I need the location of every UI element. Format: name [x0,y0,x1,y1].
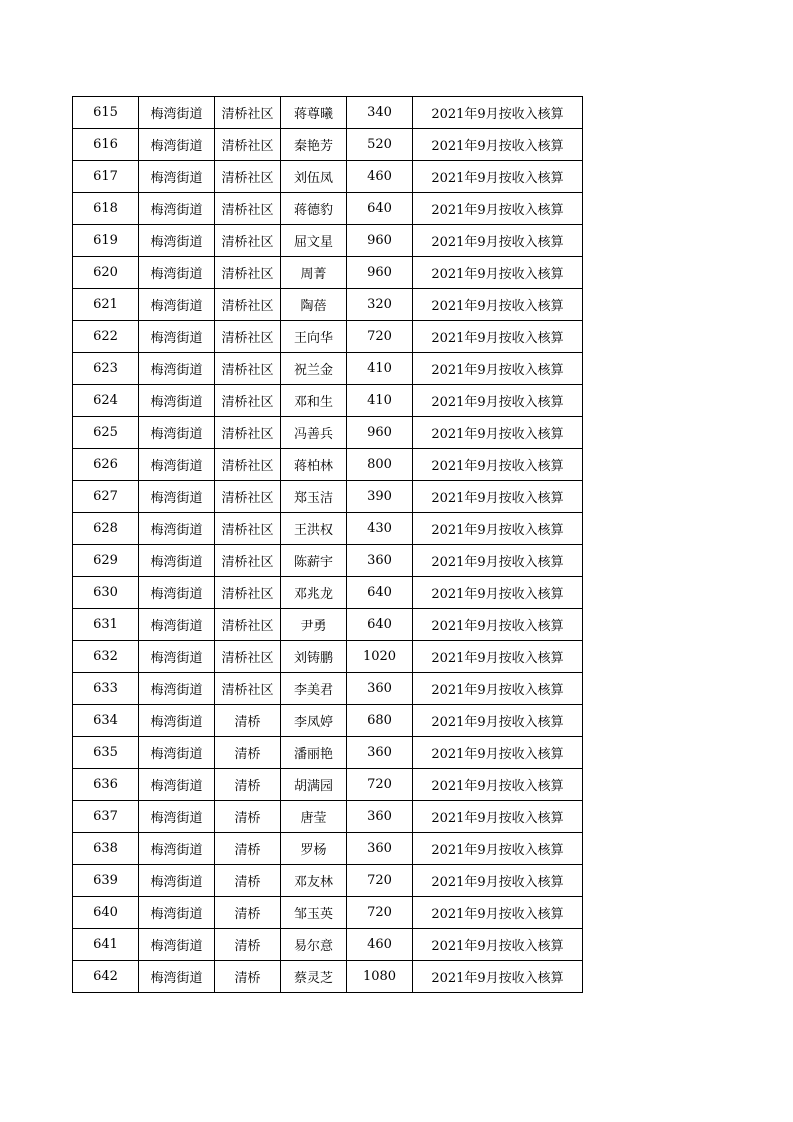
amount-cell: 410 [347,353,413,385]
amount-cell: 430 [347,513,413,545]
table-row [73,321,583,353]
street-cell: 梅湾街道 [139,257,215,289]
name-cell: 蒋柏林 [281,449,347,481]
row-number-cell: 640 [73,897,139,929]
name-cell: 邹玉英 [281,897,347,929]
note-cell: 2021年9月按收入核算 [413,161,583,193]
row-number-cell: 629 [73,545,139,577]
row-number-cell: 634 [73,705,139,737]
name-cell: 陶蓓 [281,289,347,321]
amount-cell: 1080 [347,961,413,993]
note-cell: 2021年9月按收入核算 [413,385,583,417]
community-cell: 清桥社区 [215,609,281,641]
amount-cell: 360 [347,801,413,833]
amount-cell: 360 [347,545,413,577]
amount-cell: 720 [347,321,413,353]
community-cell: 清桥 [215,769,281,801]
table-row [73,801,583,833]
community-cell: 清桥社区 [215,417,281,449]
community-cell: 清桥社区 [215,289,281,321]
table-row [73,417,583,449]
table-row [73,737,583,769]
table-row [73,193,583,225]
table-row [73,641,583,673]
row-number-cell: 627 [73,481,139,513]
street-cell: 梅湾街道 [139,673,215,705]
amount-cell: 960 [347,225,413,257]
note-cell: 2021年9月按收入核算 [413,257,583,289]
street-cell: 梅湾街道 [139,385,215,417]
community-cell: 清桥 [215,737,281,769]
amount-cell: 640 [347,577,413,609]
street-cell: 梅湾街道 [139,545,215,577]
street-cell: 梅湾街道 [139,481,215,513]
amount-cell: 460 [347,929,413,961]
row-number-cell: 626 [73,449,139,481]
community-cell: 清桥 [215,961,281,993]
row-number-cell: 618 [73,193,139,225]
table-row [73,609,583,641]
name-cell: 唐莹 [281,801,347,833]
row-number-cell: 619 [73,225,139,257]
amount-cell: 460 [347,161,413,193]
street-cell: 梅湾街道 [139,769,215,801]
name-cell: 罗杨 [281,833,347,865]
name-cell: 周菁 [281,257,347,289]
community-cell: 清桥社区 [215,257,281,289]
table-row [73,449,583,481]
street-cell: 梅湾街道 [139,609,215,641]
note-cell: 2021年9月按收入核算 [413,801,583,833]
row-number-cell: 615 [73,97,139,129]
table-row [73,129,583,161]
street-cell: 梅湾街道 [139,929,215,961]
table-row [73,257,583,289]
community-cell: 清桥社区 [215,449,281,481]
note-cell: 2021年9月按收入核算 [413,289,583,321]
row-number-cell: 628 [73,513,139,545]
street-cell: 梅湾街道 [139,865,215,897]
name-cell: 王向华 [281,321,347,353]
table-row [73,769,583,801]
amount-cell: 410 [347,385,413,417]
community-cell: 清桥社区 [215,225,281,257]
street-cell: 梅湾街道 [139,705,215,737]
street-cell: 梅湾街道 [139,97,215,129]
subsidy-table [72,96,583,993]
row-number-cell: 633 [73,673,139,705]
table-row [73,961,583,993]
community-cell: 清桥社区 [215,161,281,193]
name-cell: 易尔意 [281,929,347,961]
name-cell: 冯善兵 [281,417,347,449]
table-row [73,545,583,577]
community-cell: 清桥社区 [215,673,281,705]
street-cell: 梅湾街道 [139,833,215,865]
street-cell: 梅湾街道 [139,353,215,385]
note-cell: 2021年9月按收入核算 [413,705,583,737]
note-cell: 2021年9月按收入核算 [413,673,583,705]
community-cell: 清桥社区 [215,353,281,385]
row-number-cell: 636 [73,769,139,801]
note-cell: 2021年9月按收入核算 [413,225,583,257]
street-cell: 梅湾街道 [139,289,215,321]
note-cell: 2021年9月按收入核算 [413,769,583,801]
amount-cell: 960 [347,417,413,449]
name-cell: 尹勇 [281,609,347,641]
row-number-cell: 625 [73,417,139,449]
table-row [73,673,583,705]
name-cell: 祝兰金 [281,353,347,385]
street-cell: 梅湾街道 [139,449,215,481]
name-cell: 胡满园 [281,769,347,801]
name-cell: 屈文星 [281,225,347,257]
community-cell: 清桥 [215,833,281,865]
row-number-cell: 624 [73,385,139,417]
table-row [73,577,583,609]
amount-cell: 720 [347,897,413,929]
row-number-cell: 616 [73,129,139,161]
street-cell: 梅湾街道 [139,641,215,673]
amount-cell: 320 [347,289,413,321]
name-cell: 邓兆龙 [281,577,347,609]
note-cell: 2021年9月按收入核算 [413,545,583,577]
note-cell: 2021年9月按收入核算 [413,737,583,769]
amount-cell: 360 [347,737,413,769]
amount-cell: 640 [347,193,413,225]
note-cell: 2021年9月按收入核算 [413,641,583,673]
amount-cell: 800 [347,449,413,481]
table-row [73,225,583,257]
row-number-cell: 632 [73,641,139,673]
street-cell: 梅湾街道 [139,193,215,225]
community-cell: 清桥社区 [215,193,281,225]
community-cell: 清桥 [215,897,281,929]
note-cell: 2021年9月按收入核算 [413,513,583,545]
note-cell: 2021年9月按收入核算 [413,353,583,385]
table-row [73,481,583,513]
street-cell: 梅湾街道 [139,801,215,833]
table-row [73,929,583,961]
amount-cell: 520 [347,129,413,161]
row-number-cell: 620 [73,257,139,289]
row-number-cell: 622 [73,321,139,353]
name-cell: 秦艳芳 [281,129,347,161]
community-cell: 清桥社区 [215,513,281,545]
amount-cell: 360 [347,673,413,705]
amount-cell: 720 [347,769,413,801]
row-number-cell: 637 [73,801,139,833]
community-cell: 清桥社区 [215,129,281,161]
amount-cell: 1020 [347,641,413,673]
note-cell: 2021年9月按收入核算 [413,129,583,161]
street-cell: 梅湾街道 [139,417,215,449]
note-cell: 2021年9月按收入核算 [413,897,583,929]
street-cell: 梅湾街道 [139,513,215,545]
community-cell: 清桥社区 [215,97,281,129]
community-cell: 清桥社区 [215,385,281,417]
community-cell: 清桥 [215,929,281,961]
table-row [73,385,583,417]
table-row [73,97,583,129]
community-cell: 清桥 [215,705,281,737]
table-row [73,161,583,193]
name-cell: 邓友林 [281,865,347,897]
amount-cell: 960 [347,257,413,289]
name-cell: 王洪权 [281,513,347,545]
name-cell: 刘伍凤 [281,161,347,193]
community-cell: 清桥 [215,865,281,897]
street-cell: 梅湾街道 [139,225,215,257]
community-cell: 清桥社区 [215,321,281,353]
name-cell: 李凤婷 [281,705,347,737]
row-number-cell: 639 [73,865,139,897]
note-cell: 2021年9月按收入核算 [413,865,583,897]
community-cell: 清桥社区 [215,577,281,609]
community-cell: 清桥社区 [215,545,281,577]
note-cell: 2021年9月按收入核算 [413,481,583,513]
note-cell: 2021年9月按收入核算 [413,609,583,641]
amount-cell: 720 [347,865,413,897]
row-number-cell: 638 [73,833,139,865]
row-number-cell: 631 [73,609,139,641]
name-cell: 邓和生 [281,385,347,417]
street-cell: 梅湾街道 [139,577,215,609]
row-number-cell: 630 [73,577,139,609]
table-row [73,289,583,321]
street-cell: 梅湾街道 [139,161,215,193]
table-row [73,833,583,865]
name-cell: 李美君 [281,673,347,705]
table-body [73,97,583,993]
table-row [73,353,583,385]
note-cell: 2021年9月按收入核算 [413,193,583,225]
name-cell: 蔡灵芝 [281,961,347,993]
community-cell: 清桥社区 [215,481,281,513]
note-cell: 2021年9月按收入核算 [413,417,583,449]
amount-cell: 680 [347,705,413,737]
street-cell: 梅湾街道 [139,129,215,161]
community-cell: 清桥 [215,801,281,833]
street-cell: 梅湾街道 [139,961,215,993]
table-row [73,513,583,545]
row-number-cell: 623 [73,353,139,385]
table-row [73,865,583,897]
name-cell: 刘铸鹏 [281,641,347,673]
name-cell: 潘丽艳 [281,737,347,769]
table-row [73,705,583,737]
note-cell: 2021年9月按收入核算 [413,97,583,129]
table-row [73,897,583,929]
street-cell: 梅湾街道 [139,897,215,929]
name-cell: 蒋尊曦 [281,97,347,129]
amount-cell: 390 [347,481,413,513]
street-cell: 梅湾街道 [139,321,215,353]
name-cell: 郑玉洁 [281,481,347,513]
note-cell: 2021年9月按收入核算 [413,833,583,865]
note-cell: 2021年9月按收入核算 [413,961,583,993]
row-number-cell: 641 [73,929,139,961]
amount-cell: 360 [347,833,413,865]
row-number-cell: 617 [73,161,139,193]
name-cell: 陈薪宇 [281,545,347,577]
amount-cell: 340 [347,97,413,129]
note-cell: 2021年9月按收入核算 [413,321,583,353]
row-number-cell: 621 [73,289,139,321]
note-cell: 2021年9月按收入核算 [413,929,583,961]
note-cell: 2021年9月按收入核算 [413,449,583,481]
amount-cell: 640 [347,609,413,641]
street-cell: 梅湾街道 [139,737,215,769]
note-cell: 2021年9月按收入核算 [413,577,583,609]
row-number-cell: 635 [73,737,139,769]
name-cell: 蒋德豹 [281,193,347,225]
row-number-cell: 642 [73,961,139,993]
community-cell: 清桥社区 [215,641,281,673]
